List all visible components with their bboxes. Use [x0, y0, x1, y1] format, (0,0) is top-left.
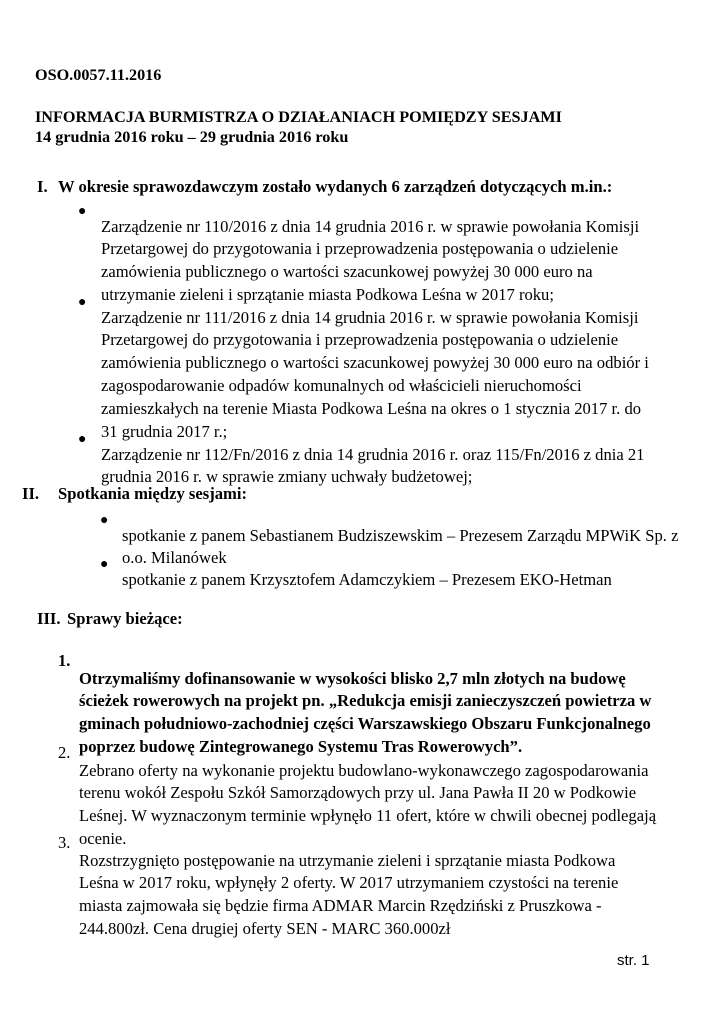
- bullet-icon: ●: [78, 204, 87, 219]
- bullet-icon: ●: [100, 513, 109, 528]
- item-1-text: Otrzymaliśmy dofinansowanie w wysokości blisko 2,7 mln złotych na budowę ścieżek rowerowych na projekt pn. „Redukcja emisji zanieczyszczeń powietrza w gminach południowo-zachodniej części Warszawskiego Obszaru Funkcjonalnego poprzez budowę Zintegrowanego Systemu Tras Rowerowych”.: [79, 668, 652, 756]
- section-1-item: Zarządzenie nr 111/2016 z dnia 14 grudnia 2016 r. w sprawie powołania Komisji Przetargowej do przygotowania i przeprowadzenia postępowania o udzielenie zamówienia publicznego o wartości szacunkowej powyżej 30 000 euro na odbiór i zagospodarowanie odpadów komunalnych od właścicieli nieruchomości zamieszkałych na terenie Miasta Podkowa Leśna na okres o 1 stycznia 2017 r. do 31 grudnia 2017 r.;: [101, 307, 649, 441]
- bullet-icon: ●: [78, 295, 87, 310]
- section-1-item: Zarządzenie nr 112/Fn/2016 z dnia 14 grudnia 2016 r. oraz 115/Fn/2016 z dnia 21 grudnia 2016 r. w sprawie zmiany uchwały budżetowej;: [101, 444, 645, 487]
- item-1-number: 1.: [58, 651, 71, 670]
- section-1-item: Zarządzenie nr 110/2016 z dnia 14 grudnia 2016 r. w sprawie powołania Komisji Przetargowej do przygotowania i przeprowadzenia postępowania o udzielenie zamówienia publicznego o wartości szacunkowej powyżej 30 000 euro na utrzymanie zieleni i sprzątanie miasta Podkowa Leśna w 2017 roku;: [101, 216, 640, 304]
- section-2-numeral: II.: [22, 484, 40, 503]
- section-1-heading: W okresie sprawozdawczym zostało wydanych 6 zarządzeń dotyczących m.in.:: [58, 177, 613, 196]
- section-1-numeral: I.: [37, 177, 48, 196]
- item-2-text: Zebrano oferty na wykonanie projektu budowlano-wykonawczego zagospodarowania terenu wokół Zespołu Szkół Samorządowych przy ul. Jana Pawła II 20 w Podkowie Leśnej. W wyznaczonym terminie wpłynęło 11 ofert, które w chwili obecnej podlegają ocenie.: [79, 760, 657, 848]
- document-title: INFORMACJA BURMISTRZA O DZIAŁANIACH POMIĘDZY SESJAMI: [35, 108, 562, 126]
- section-2-item: spotkanie z panem Sebastianem Budziszewskim – Prezesem Zarządu MPWiK Sp. z o.o. Milanówek: [122, 525, 679, 568]
- item-3-text: Rozstrzygnięto postępowanie na utrzymanie zieleni i sprzątanie miasta Podkowa Leśna w 2017 roku, wpłynęły 2 oferty. W 2017 utrzymaniem czystości na terenie miasta zajmowała się będzie firma ADMAR Marcin Rzędziński z Pruszkowa - 244.800zł. Cena drugiej oferty SEN - MARC 360.000zł: [79, 850, 619, 938]
- section-3-numeral: III.: [37, 609, 61, 628]
- bullet-icon: ●: [78, 432, 87, 447]
- item-3-number: 3.: [58, 833, 71, 852]
- item-2-number: 2.: [58, 743, 71, 762]
- date-range: 14 grudnia 2016 roku – 29 grudnia 2016 roku: [35, 128, 349, 146]
- bullet-icon: ●: [100, 557, 109, 572]
- document-id: OSO.0057.11.2016: [35, 66, 162, 84]
- page-number: str. 1: [617, 952, 650, 969]
- section-2-heading: Spotkania między sesjami:: [58, 484, 247, 503]
- section-3-heading: Sprawy bieżące:: [67, 609, 183, 628]
- section-2-item: spotkanie z panem Krzysztofem Adamczykiem – Prezesem EKO-Hetman: [122, 569, 612, 589]
